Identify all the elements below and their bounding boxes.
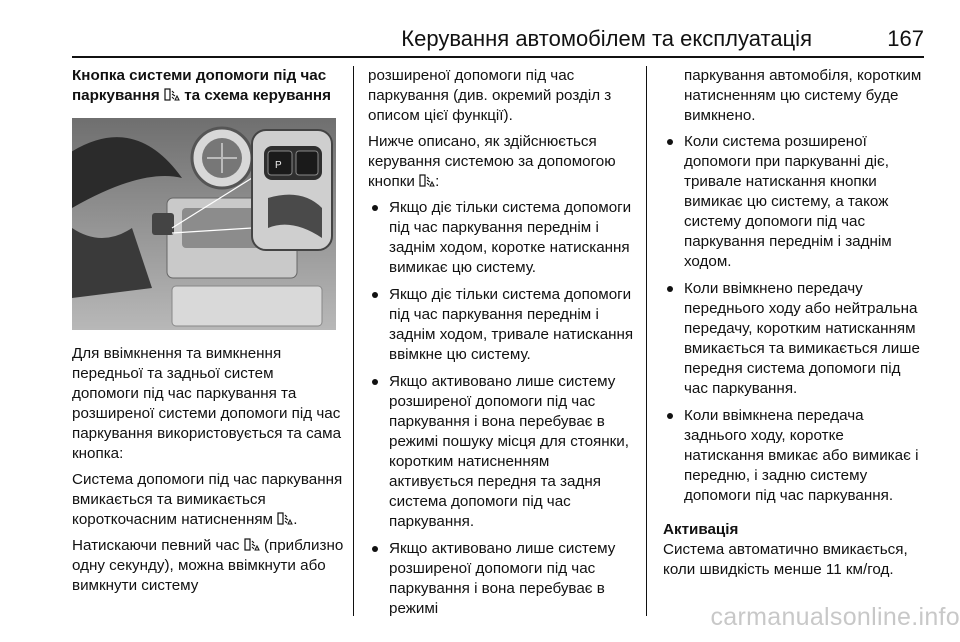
heading-line-1: Кнопка системи допомоги під час xyxy=(72,67,327,84)
bullet-list-1 xyxy=(368,198,636,619)
svg-text:P: P xyxy=(275,160,282,171)
park-assist-icon xyxy=(419,174,435,188)
dashboard-illustration xyxy=(72,118,336,330)
section-title: Керування автомобілем та експлуатація xyxy=(401,26,812,51)
list-item: Якщо діє тільки система допомоги під час паркування переднім і заднім ходом, тривале натискання ввімкне цю систему. xyxy=(368,285,636,365)
paragraph-2: Система допомоги під час паркування вмикається та вимикається короткочасним натисненням . xyxy=(72,471,343,528)
page-number: 167 xyxy=(887,26,924,51)
watermark: carmanualsonline.info xyxy=(710,603,960,631)
park-assist-icon xyxy=(277,512,293,526)
paragraph-5: Нижче описано, як здійснюється керування системою за допомогою кнопки : xyxy=(368,133,616,190)
paragraph-7: Система автоматично вмикається, коли швидкість менше 11 км/год. xyxy=(663,541,908,578)
list-item: Якщо активовано лише систему розширеної допомоги під час паркування і вона перебуває в режимі xyxy=(368,539,636,619)
list-item: Коли ввімкнено передачу переднього ходу або нейтральна передачу, коротким натисканням вмикається та вимикається лише передня система допомоги під час паркування. xyxy=(663,279,925,399)
park-assist-icon xyxy=(164,88,180,102)
activation-heading: Активація xyxy=(663,521,739,538)
section-heading xyxy=(72,66,344,106)
paragraph-1: Для ввімкнення та вимкнення передньої та задньої систем допомоги під час паркування та розширеної системи допомоги під час паркування використовується та сама кнопка: xyxy=(72,345,342,462)
column-1 xyxy=(72,66,344,602)
list-item: Коли система розширеної допомоги при паркуванні діє, тривале натискання кнопки вимикає цю систему, а також систему допомоги під час паркування переднім і заднім ходом. xyxy=(663,132,925,272)
paragraph-4: розширеної допомоги під час паркування (див. окремий розділ з описом цієї функції). xyxy=(368,67,612,124)
list-item: Якщо діє тільки система допомоги під час паркування переднім і заднім ходом, коротке натискання вимикає цю систему. xyxy=(368,198,636,278)
column-2 xyxy=(368,66,636,626)
heading-line-2: паркування та схема керування xyxy=(72,87,331,104)
paragraph-6: паркування автомобіля, коротким натисненням цю систему буде вимкнено. xyxy=(684,67,922,124)
page-header xyxy=(72,18,924,58)
list-item: Коли ввімкнена передача заднього ходу, коротке натискання вмикає або вимикає і передню, і задню систему допомоги під час паркування. xyxy=(663,406,925,506)
bullet-list-2 xyxy=(663,132,925,506)
list-item: Якщо активовано лише систему розширеної допомоги під час паркування і вона перебуває в режимі пошуку місця для стоянки, коротким натисненням активується передня та задня система допомоги під час паркування. xyxy=(368,372,636,532)
paragraph-3: Натискаючи певний час (приблизно одну секунду), можна ввімкнути або вимкнути систему xyxy=(72,537,344,594)
park-assist-icon xyxy=(244,538,260,552)
column-divider-1 xyxy=(353,66,354,616)
column-3 xyxy=(663,66,925,586)
dashboard-photo xyxy=(72,118,336,330)
header-divider xyxy=(72,56,924,58)
column-divider-2 xyxy=(646,66,647,616)
